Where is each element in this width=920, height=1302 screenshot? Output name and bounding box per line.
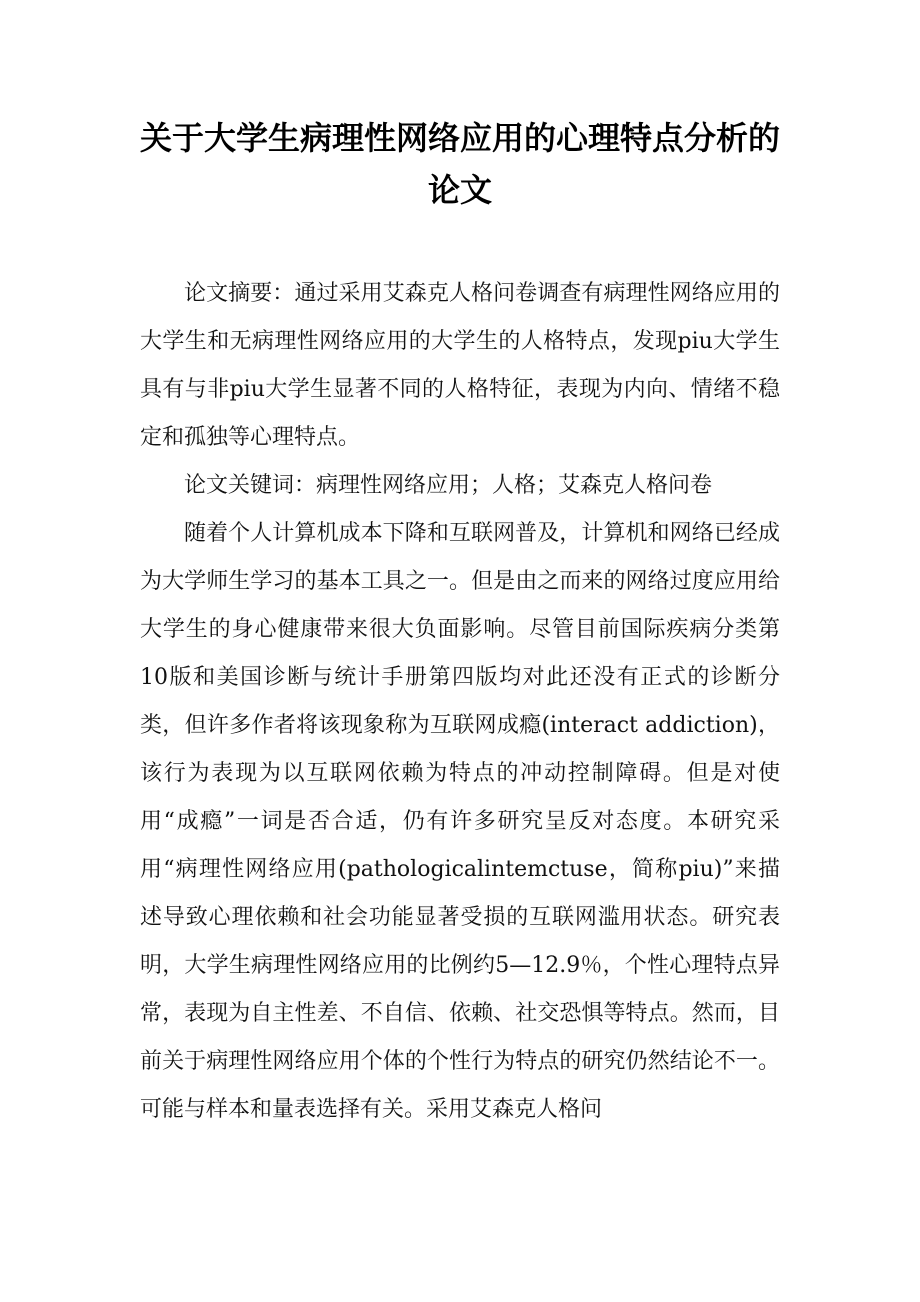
document-body [140,270,780,1134]
document-title: 关于大学生病理性网络应用的心理特点分析的论文 [140,119,781,209]
body-paragraph: 随着个人计算机成本下降和互联网普及，计算机和网络已经成为大学师生学习的基本工具之一。但是由之而来的网络过度应用给大学生的身心健康带来很大负面影响。尽管目前国际疾病分类第10版和美国诊断与统计手册第四版均对此还没有正式的诊断分类，但许多作者将该现象称为互联网成瘾(interact addiction)，该行为表现为以互联网依赖为特点的冲动控制障碍。但是对使用“成瘾”一词是否合适，仍有许多研究呈反对态度。本研究采用“病理性网络应用(pathologicalintemctuse，简称piu)”来描述导致心理依赖和社会功能显著受损的互联网滥用状态。研究表明，大学生病理性网络应用的比例约5—12.9％，个性心理特点异常，表现为自主性差、不自信、依赖、社交恐惧等特点。然而，目前关于病理性网络应用个体的个性行为特点的研究仍然结论不一。可能与样本和量表选择有关。采用艾森克人格问 [140,521,780,1122]
keywords-paragraph: 论文关键词：病理性网络应用；人格；艾森克人格问卷 [184,473,713,498]
abstract-paragraph: 论文摘要：通过采用艾森克人格问卷调查有病理性网络应用的大学生和无病理性网络应用的大学生的人格特点，发现piu大学生具有与非piu大学生显著不同的人格特征，表现为内向、情绪不稳定和孤独等心理特点。 [140,281,780,450]
